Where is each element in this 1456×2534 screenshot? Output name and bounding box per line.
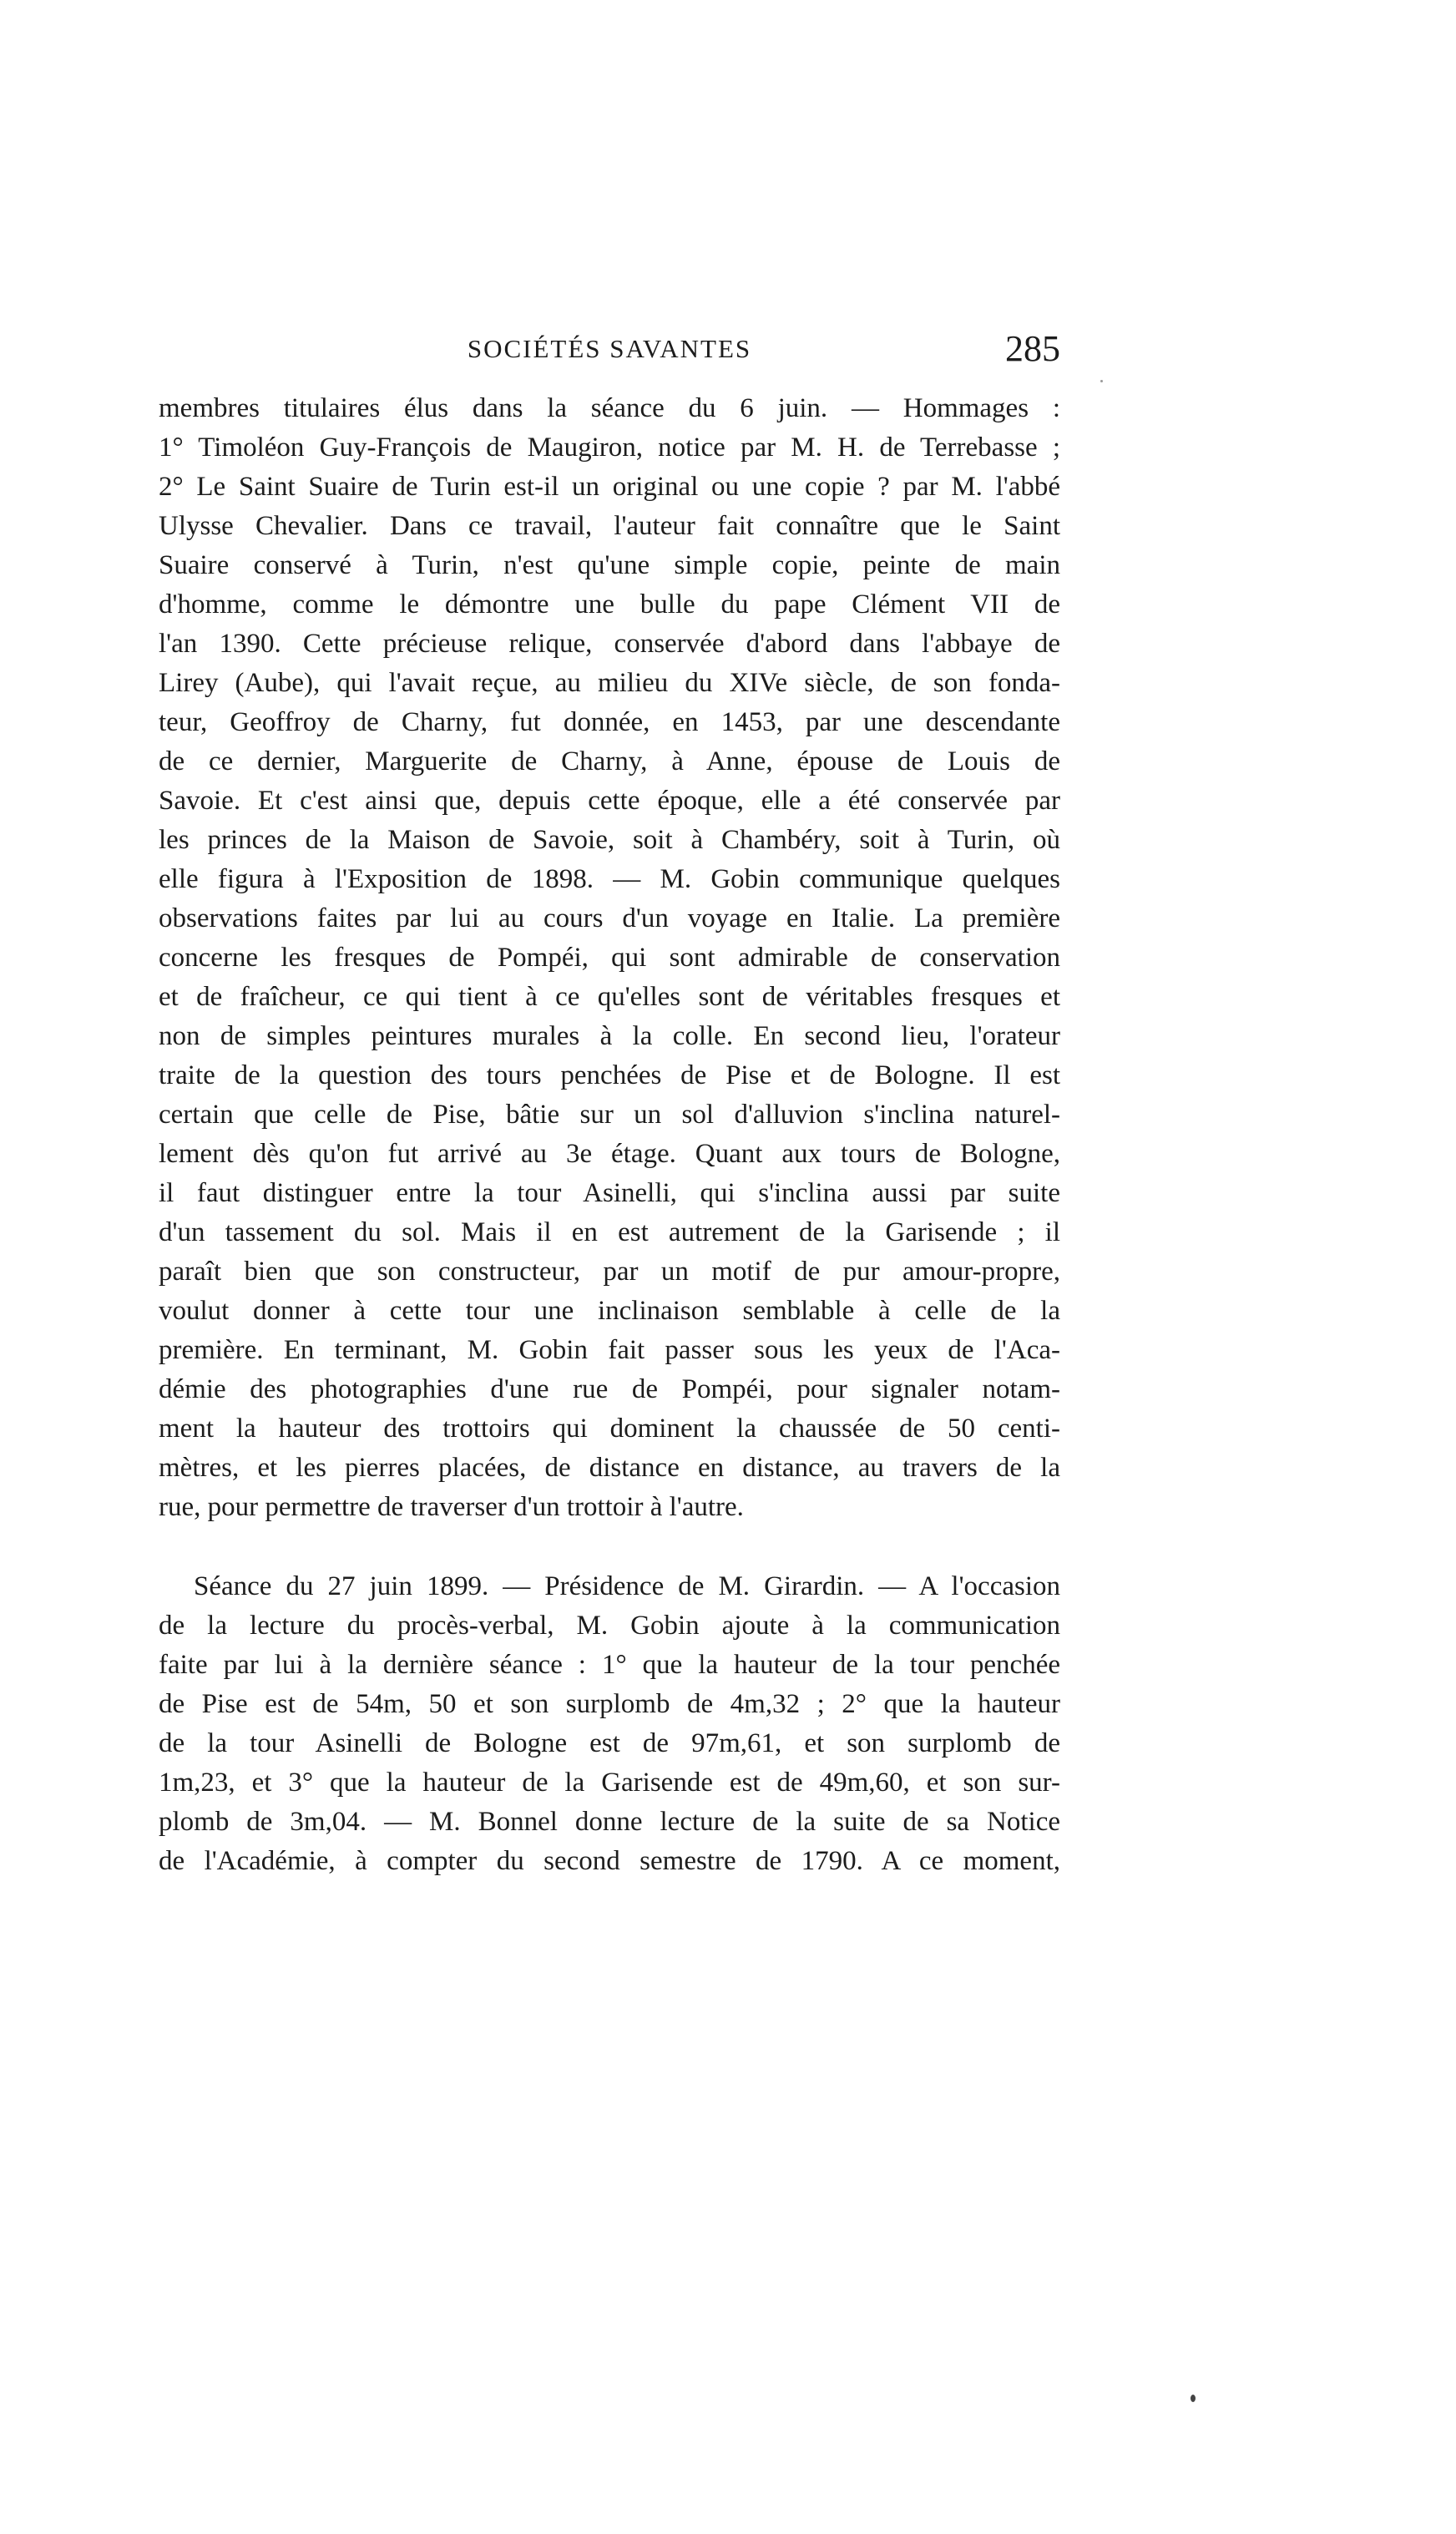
text-line: lement dès qu'on fut arrivé au 3e étage. Quant aux tours de Bologne,	[159, 1139, 1060, 1169]
body-text	[159, 389, 1060, 1881]
text-line: de Pise est de 54m, 50 et son surplomb de 4m,32 ; 2° que la hauteur	[159, 1689, 1060, 1719]
text-line: elle figura à l'Exposition de 1898. — M. Gobin communique quelques	[159, 864, 1060, 894]
text-line: rue, pour permettre de traverser d'un trottoir à l'autre.	[159, 1492, 744, 1522]
text-line: Savoie. Et c'est ainsi que, depuis cette époque, elle a été conservée par	[159, 786, 1060, 816]
text-line: et de fraîcheur, ce qui tient à ce qu'elles sont de véritables fresques et	[159, 982, 1060, 1012]
text-line: de ce dernier, Marguerite de Charny, à Anne, épouse de Louis de	[159, 746, 1060, 776]
text-line: mètres, et les pierres placées, de distance en distance, au travers de la	[159, 1453, 1060, 1483]
text-line: d'un tassement du sol. Mais il en est autrement de la Garisende ; il	[159, 1217, 1060, 1247]
paragraph-2	[159, 1567, 1060, 1881]
paragraph-1	[159, 389, 1060, 1527]
text-line: observations faites par lui au cours d'un voyage en Italie. La première	[159, 903, 1060, 933]
text-line: 2° Le Saint Suaire de Turin est-il un original ou une copie ? par M. l'abbé	[159, 472, 1060, 502]
text-line: 1m,23, et 3° que la hauteur de la Garisende est de 49m,60, et son sur-	[159, 1768, 1060, 1798]
text-line: teur, Geoffroy de Charny, fut donnée, en 1453, par une descendante	[159, 707, 1060, 737]
text-line: ment la hauteur des trottoirs qui dominent la chaussée de 50 centi-	[159, 1414, 1060, 1444]
running-head	[159, 327, 1060, 377]
text-line: démie des photographies d'une rue de Pompéi, pour signaler notam-	[159, 1374, 1060, 1404]
text-line: paraît bien que son constructeur, par un motif de pur amour-propre,	[159, 1257, 1060, 1287]
text-line: première. En terminant, M. Gobin fait passer sous les yeux de l'Aca-	[159, 1335, 1060, 1365]
text-line: Lirey (Aube), qui l'avait reçue, au milieu du XIVe siècle, de son fonda-	[159, 668, 1060, 698]
text-line: membres titulaires élus dans la séance du 6 juin. — Hommages :	[159, 393, 1060, 423]
text-line: traite de la question des tours penchées de Pise et de Bologne. Il est	[159, 1060, 1060, 1090]
page-number: 285	[1005, 328, 1060, 369]
text-line: d'homme, comme le démontre une bulle du pape Clément VII de	[159, 589, 1060, 620]
text-line: Séance du 27 juin 1899. — Présidence de M. Girardin. — A l'occasion	[194, 1571, 1060, 1601]
text-line: de la lecture du procès-verbal, M. Gobin ajoute à la communication	[159, 1611, 1060, 1641]
text-line: il faut distinguer entre la tour Asinelli, qui s'inclina aussi par suite	[159, 1178, 1060, 1208]
text-line: Ulysse Chevalier. Dans ce travail, l'auteur fait connaître que le Saint	[159, 511, 1060, 541]
text-line: non de simples peintures murales à la colle. En second lieu, l'orateur	[159, 1021, 1060, 1051]
text-line: concerne les fresques de Pompéi, qui sont admirable de conservation	[159, 943, 1060, 973]
text-line: plomb de 3m,04. — M. Bonnel donne lecture de la suite de sa Notice	[159, 1807, 1060, 1837]
text-line: Suaire conservé à Turin, n'est qu'une simple copie, peinte de main	[159, 550, 1060, 580]
text-line: les princes de la Maison de Savoie, soit à Chambéry, soit à Turin, où	[159, 825, 1060, 855]
text-line: 1° Timoléon Guy-François de Maugiron, notice par M. H. de Terrebasse ;	[159, 432, 1060, 463]
text-line: voulut donner à cette tour une inclinaison semblable à celle de la	[159, 1296, 1060, 1326]
paper-speck	[1100, 380, 1103, 382]
paper-speck	[1191, 2395, 1196, 2402]
text-line: certain que celle de Pise, bâtie sur un sol d'alluvion s'inclina naturel-	[159, 1100, 1060, 1130]
paragraph-gap	[159, 1527, 1060, 1567]
text-line: faite par lui à la dernière séance : 1° que la hauteur de la tour penchée	[159, 1650, 1060, 1680]
text-line: de la tour Asinelli de Bologne est de 97m,61, et son surplomb de	[159, 1728, 1060, 1758]
text-line: de l'Académie, à compter du second semestre de 1790. A ce moment,	[159, 1846, 1060, 1876]
text-line: l'an 1390. Cette précieuse relique, conservée d'abord dans l'abbaye de	[159, 629, 1060, 659]
running-title: SOCIÉTÉS SAVANTES	[467, 334, 752, 363]
